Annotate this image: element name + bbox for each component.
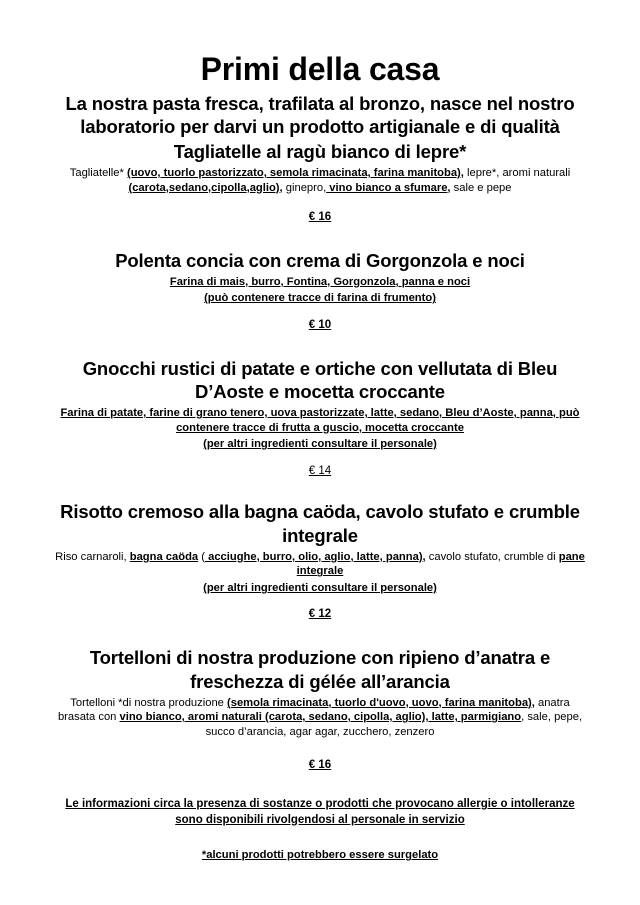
- allergen-text: bagna caöda: [129, 550, 199, 563]
- dish-description-note: (per altri ingredienti consultare il personale): [203, 438, 437, 451]
- ingredient-text: ginepro,: [282, 181, 327, 194]
- dish-name: Polenta concia con crema di Gorgonzola e noci: [115, 250, 525, 272]
- dish-description: [52, 166, 588, 195]
- allergen-text: vino bianco, aromi naturali (carota, sedano, cipolla, aglio), latte, parmigiano: [119, 711, 522, 724]
- menu-subtitle: La nostra pasta fresca, trafilata al bronzo, nasce nel nostro laboratorio per darvi un prodotto artigianale e di qualità: [65, 92, 575, 138]
- dish-name: Risotto cremoso alla bagna caöda, cavolo stufato e crumble integrale: [60, 501, 580, 547]
- dish-price: € 16: [308, 211, 332, 224]
- dish-item: [52, 646, 588, 739]
- dish-description: [52, 696, 588, 740]
- dish-name: Tortelloni di nostra produzione con ripieno d’anatra e freschezza di gélée all’arancia: [89, 647, 551, 692]
- allergen-text: (carota,sedano,cipolla,aglio),: [128, 181, 283, 194]
- dish-item: [52, 249, 588, 306]
- dish-description: Farina di patate, farine di grano tenero, uova pastorizzate, latte, sedano, Bleu d’Aoste, panna, può contenere tracce di frutta a guscio, mocetta croccante: [60, 406, 580, 434]
- ingredient-text: lepre*, aromi naturali: [463, 167, 571, 180]
- ingredient-text: , sale, pepe, succo d’arancia, agar agar, zucchero, zenzero: [205, 711, 583, 738]
- dish-name: Gnocchi rustici di patate e ortiche con vellutata di Bleu D’Aoste e mocetta croccante: [82, 357, 558, 403]
- ingredient-text: cavolo stufato, crumble di: [425, 550, 559, 563]
- allergen-text: (uovo, tuorlo pastorizzato, semola rimacinata, farina manitoba),: [126, 167, 464, 180]
- ingredient-text: Riso carnaroli,: [55, 550, 130, 563]
- dish-description-note: (può contenere tracce di farina di frumento): [204, 292, 436, 305]
- dish-price: € 14: [308, 464, 332, 477]
- dish-name: Tagliatelle al ragù bianco di lepre*: [173, 141, 467, 163]
- page-title: Primi della casa: [200, 51, 440, 87]
- allergen-text: acciughe, burro, olio, aglio, latte, panna),: [204, 550, 426, 563]
- allergen-text: vino bianco a sfumare,: [326, 181, 451, 194]
- frozen-products-notice: *alcuni prodotti potrebbero essere surgelato: [201, 849, 439, 862]
- ingredient-text: Tagliatelle*: [69, 167, 127, 180]
- dish-description: [52, 550, 588, 579]
- ingredient-text: anatra brasata con: [57, 696, 570, 724]
- ingredient-text: Tortelloni *di nostra produzione: [70, 696, 227, 709]
- dish-item: [52, 500, 588, 595]
- ingredient-text: (: [198, 550, 205, 563]
- allergen-text: (semola rimacinata, tuorlo d'uovo, uovo, farina manitoba),: [227, 696, 535, 709]
- dish-description: Farina di mais, burro, Fontina, Gorgonzola, panna e noci: [169, 275, 471, 288]
- allergen-notice: Le informazioni circa la presenza di sostanze o prodotti che provocano allergie o intolleranze sono disponibili rivolgendosi al personale in servizio: [65, 798, 575, 826]
- dish-item: [52, 357, 588, 452]
- dish-price: € 10: [308, 318, 332, 331]
- dish-price: € 16: [308, 759, 332, 772]
- dish-item: [52, 140, 588, 195]
- allergen-text: pane integrale: [296, 550, 585, 578]
- dish-price: € 12: [308, 608, 332, 621]
- dish-description-note: (per altri ingredienti consultare il personale): [203, 581, 437, 594]
- ingredient-text: sale e pepe: [450, 181, 512, 194]
